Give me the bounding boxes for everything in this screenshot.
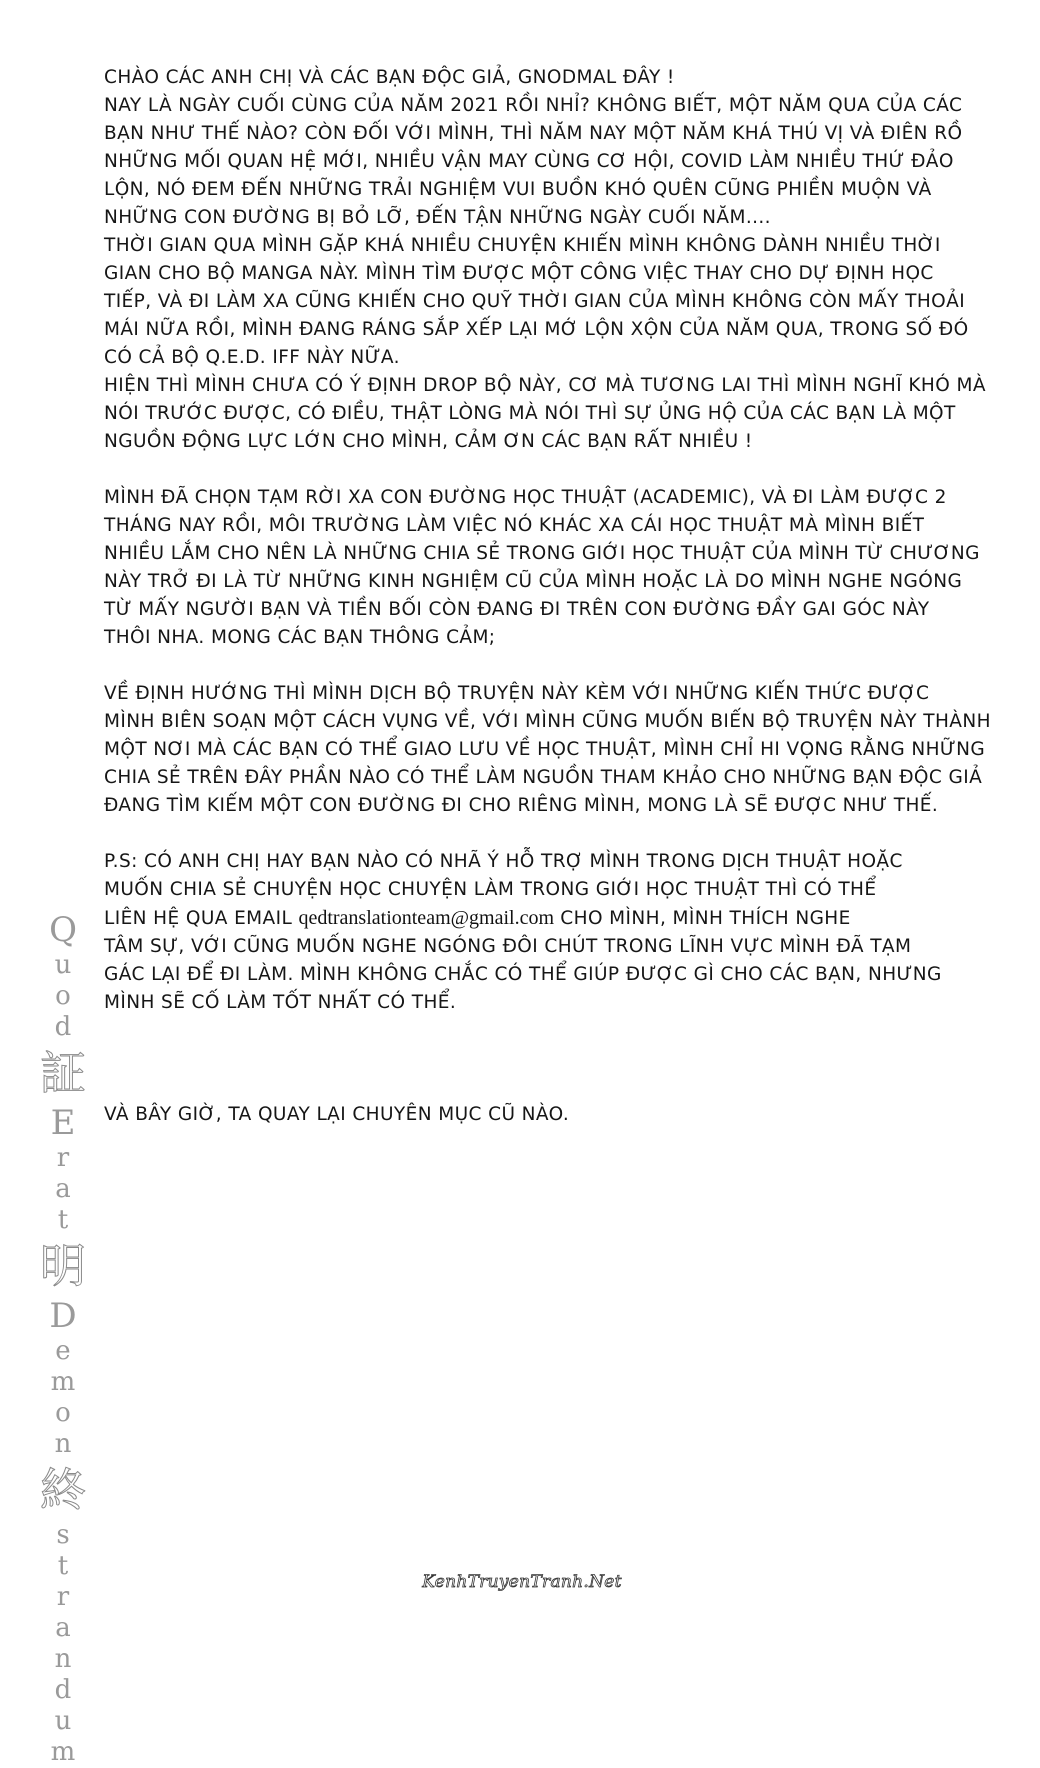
watermark-char: 証 — [40, 1046, 86, 1100]
paragraph-closing — [104, 1101, 984, 1129]
text-line: MỘT NƠI MÀ CÁC BẠN CÓ THỂ GIAO LƯU VỀ HỌC THUẬT, MÌNH CHỈ HI VỌNG RẰNG NHỮNG — [104, 739, 986, 760]
watermark-char: 終 — [40, 1463, 86, 1517]
watermark-char: o — [55, 1398, 71, 1428]
text-line: TIẾP, VÀ ĐI LÀM XA CŨNG KHIẾN CHO QUỸ THỜI GIAN CỦA MÌNH KHÔNG CÒN MẤY THOẢI — [104, 291, 966, 312]
text-line: P.S: CÓ ANH CHỊ HAY BẠN NÀO CÓ NHÃ Ý HỖ TRỢ MÌNH TRONG DỊCH THUẬT HOẶC — [104, 851, 903, 872]
watermark-char: n — [54, 1644, 72, 1674]
text-line: VỀ ĐỊNH HƯỚNG THÌ MÌNH DỊCH BỘ TRUYỆN NÀY KÈM VỚI NHỮNG KIẾN THỨC ĐƯỢC — [104, 683, 930, 704]
text-line: NGUỒN ĐỘNG LỰC LỚN CHO MÌNH, CẢM ƠN CÁC BẠN RẤT NHIỀU ! — [104, 431, 753, 452]
email-prefix: LIÊN HỆ QUA EMAIL — [104, 908, 299, 929]
text-line: NAY LÀ NGÀY CUỐI CÙNG CỦA NĂM 2021 RỒI NHỈ? KHÔNG BIẾT, MỘT NĂM QUA CỦA CÁC — [104, 95, 963, 116]
text-line: MÌNH ĐÃ CHỌN TẠM RỜI XA CON ĐƯỜNG HỌC THUẬT (ACADEMIC), VÀ ĐI LÀM ĐƯỢC 2 — [104, 487, 947, 508]
text-line: MÌNH BIÊN SOẠN MỘT CÁCH VỤNG VỀ, VỚI MÌNH CŨNG MUỐN BIẾN BỘ TRUYỆN NÀY THÀNH — [104, 711, 991, 732]
text-line: MÁI NỮA RỒI, MÌNH ĐANG RÁNG SẮP XẾP LẠI MỚ LỘN XỘN CỦA NĂM QUA, TRONG SỐ ĐÓ — [104, 319, 969, 340]
watermark-char: d — [54, 1012, 72, 1042]
translator-letter — [104, 64, 991, 1157]
paragraph-career — [104, 484, 984, 652]
text-line: THÔI NHA. MONG CÁC BẠN THÔNG CẢM; — [104, 627, 496, 648]
text-line: NÀY TRỞ ĐI LÀ TỪ NHỮNG KINH NGHIỆM CŨ CỦA MÌNH HOẶC LÀ DO MÌNH NGHE NGÓNG — [104, 571, 963, 592]
text-line: NHỮNG MỐI QUAN HỆ MỚI, NHIỀU VẬN MAY CÙNG CƠ HỘI, COVID LÀM NHIỀU THỨ ĐẢO — [104, 151, 954, 172]
watermark-char: n — [54, 1429, 72, 1459]
watermark-char: a — [55, 1174, 71, 1204]
watermark-char: m — [50, 1367, 76, 1397]
text-line: ĐANG TÌM KIẾM MỘT CON ĐƯỜNG ĐI CHO RIÊNG MÌNH, MONG LÀ SẼ ĐƯỢC NHƯ THẾ. — [104, 795, 939, 816]
paragraph-postscript — [104, 848, 984, 1017]
email-suffix: CHO MÌNH, MÌNH THÍCH NGHE — [554, 908, 851, 929]
watermark-char: t — [57, 1205, 69, 1235]
text-line: THỜI GIAN QUA MÌNH GẶP KHÁ NHIỀU CHUYỆN KHIẾN MÌNH KHÔNG DÀNH NHIỀU THỜI — [104, 235, 941, 256]
watermark-char: d — [54, 1675, 72, 1705]
watermark-char: E — [50, 1103, 76, 1143]
text-line: MUỐN CHIA SẺ CHUYỆN HỌC CHUYỆN LÀM TRONG GIỚI HỌC THUẬT THÌ CÓ THỂ — [104, 879, 877, 900]
paragraph-direction — [104, 680, 991, 820]
text-line: HIỆN THÌ MÌNH CHƯA CÓ Ý ĐỊNH DROP BỘ NÀY, CƠ MÀ TƯƠNG LAI THÌ MÌNH NGHĨ KHÓ MÀ — [104, 375, 986, 396]
text-line: NÓI TRƯỚC ĐƯỢC, CÓ ĐIỀU, THẬT LÒNG MÀ NÓI THÌ SỰ ỦNG HỘ CỦA CÁC BẠN LÀ MỘT — [104, 403, 956, 424]
text-line: CHIA SẺ TRÊN ĐÂY PHẦN NÀO CÓ THỂ LÀM NGUỒN THAM KHẢO CHO NHỮNG BẠN ĐỘC GIẢ — [104, 767, 983, 788]
watermark-char: u — [54, 950, 72, 980]
text-line: LỘN, NÓ ĐEM ĐẾN NHỮNG TRẢI NGHIỆM VUI BUỒN KHÓ QUÊN CŨNG PHIỀN MUỘN VÀ — [104, 179, 932, 200]
text-line — [104, 904, 984, 933]
text-line: TỪ MẤY NGƯỜI BẠN VÀ TIỀN BỐI CÒN ĐANG ĐI TRÊN CON ĐƯỜNG ĐẦY GAI GÓC NÀY — [104, 599, 930, 620]
text-line: THÁNG NAY RỒI, MÔI TRƯỜNG LÀM VIỆC NÓ KHÁC XA CÁI HỌC THUẬT MÀ MÌNH BIẾT — [104, 515, 925, 536]
watermark-char: Q — [49, 910, 77, 950]
text-line: CÓ CẢ BỘ Q.E.D. IFF NÀY NỮA. — [104, 347, 400, 368]
contact-email: qedtranslationteam@gmail.com — [298, 907, 555, 929]
text-line: GIAN CHO BỘ MANGA NÀY. MÌNH TÌM ĐƯỢC MỘT CÔNG VIỆC THAY CHO DỰ ĐỊNH HỌC — [104, 263, 934, 284]
text-line: NHIỀU LẮM CHO NÊN LÀ NHỮNG CHIA SẺ TRONG GIỚI HỌC THUẬT CỦA MÌNH TỪ CHƯƠNG — [104, 543, 980, 564]
paragraph-intro — [104, 64, 984, 456]
watermark-char: o — [55, 981, 71, 1011]
scanlation-credit: KenhTruyenTranh.Net — [422, 1572, 622, 1592]
watermark-char: e — [55, 1336, 71, 1366]
watermark-char: s — [56, 1520, 70, 1550]
watermark-char: u — [54, 1706, 72, 1736]
watermark-char: t — [57, 1551, 69, 1581]
watermark-char: 明 — [40, 1239, 86, 1293]
text-line: VÀ BÂY GIỜ, TA QUAY LẠI CHUYÊN MỤC CŨ NÀO. — [104, 1104, 570, 1125]
text-line: BẠN NHƯ THẾ NÀO? CÒN ĐỐI VỚI MÌNH, THÌ NĂM NAY MỘT NĂM KHÁ THÚ VỊ VÀ ĐIÊN RỒ — [104, 123, 963, 144]
watermark-char: m — [50, 1737, 76, 1767]
watermark-char: r — [56, 1143, 70, 1173]
watermark-char: a — [55, 1613, 71, 1643]
text-line: CHÀO CÁC ANH CHỊ VÀ CÁC BẠN ĐỘC GIẢ, GNODMAL ĐÂY ! — [104, 67, 675, 88]
text-line: GÁC LẠI ĐỂ ĐI LÀM. MÌNH KHÔNG CHẮC CÓ THỂ GIÚP ĐƯỢC GÌ CHO CÁC BẠN, NHƯNG — [104, 964, 942, 985]
text-line: NHỮNG CON ĐƯỜNG BỊ BỎ LỠ, ĐẾN TẬN NHỮNG NGÀY CUỐI NĂM.... — [104, 207, 771, 228]
watermark-char: D — [49, 1296, 77, 1336]
watermark-char: r — [56, 1582, 70, 1612]
vertical-title-watermark — [40, 910, 86, 1768]
text-line: TÂM SỰ, VỚI CŨNG MUỐN NGHE NGÓNG ĐÔI CHÚT TRONG LĨNH VỰC MÌNH ĐÃ TẠM — [104, 936, 912, 957]
text-line: MÌNH SẼ CỐ LÀM TỐT NHẤT CÓ THỂ. — [104, 992, 457, 1013]
